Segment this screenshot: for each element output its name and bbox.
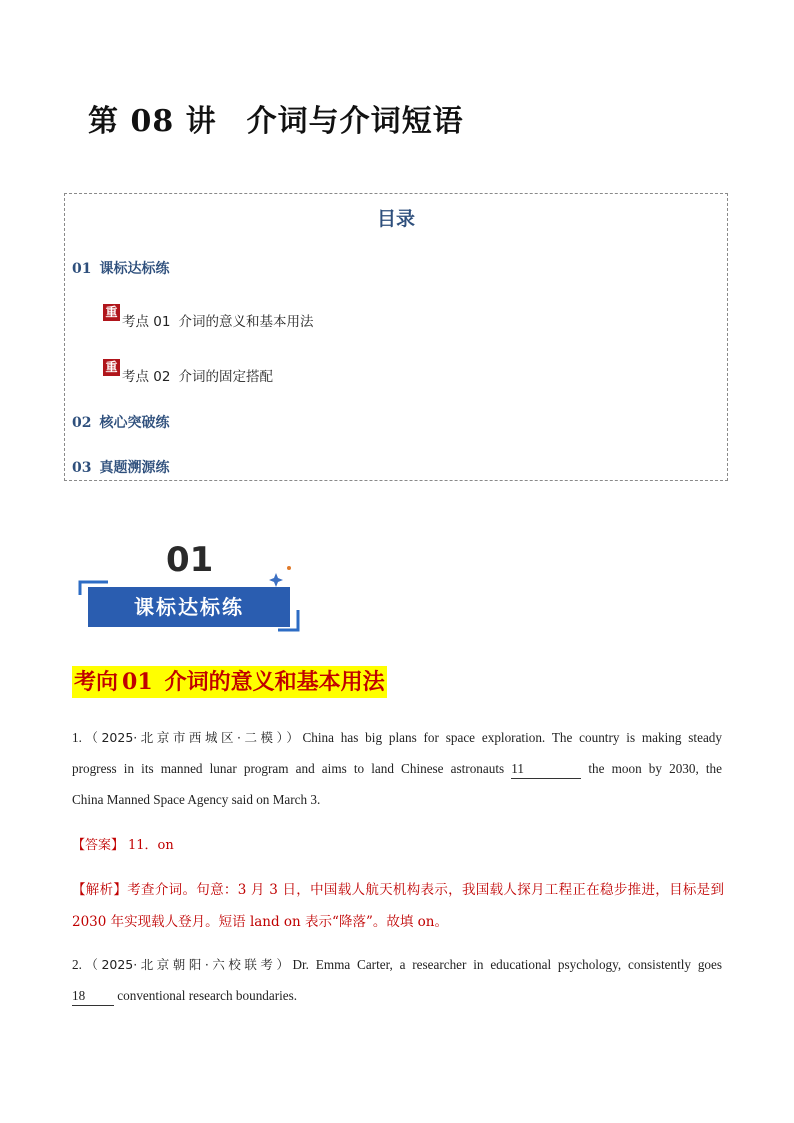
toc-section-3[interactable] [72, 457, 169, 477]
toc-section-1[interactable] [72, 258, 169, 278]
toc-heading: 目录 [376, 208, 415, 230]
toc-section-label: 真题溯源练 [99, 460, 170, 476]
question-source: （2025·北京朝阳·六校联考） [81, 957, 293, 972]
toc-subitem-2[interactable] [103, 360, 273, 385]
question-1 [72, 722, 722, 815]
question-number: 2. [72, 957, 82, 972]
topic-prefix: 考向 [74, 669, 119, 695]
toc-section-num: 01 [72, 261, 92, 277]
toc-subitem-text: 介词的意义和基本用法 [178, 314, 314, 330]
question-1-line-3 [72, 784, 722, 815]
toc-section-num: 03 [72, 460, 92, 476]
toc-section-2[interactable] [72, 412, 169, 432]
question-text: the moon by 2030, the [588, 761, 722, 776]
table-of-contents [64, 193, 728, 481]
topic-text: 介词的意义和基本用法 [164, 669, 385, 695]
page-title [88, 96, 464, 140]
question-text: progress in its manned lunar program and aims to land Chinese astronauts [72, 761, 505, 776]
answer-value: 11．on [128, 838, 174, 853]
toc-subitem-label: 考点 01 [122, 314, 171, 330]
question-text: China Manned Space Agency said on March 3. [72, 792, 321, 807]
answer-label: 【答案】 [72, 838, 125, 853]
explanation-label: 【解析】 [72, 882, 128, 898]
answer-blank[interactable]: 18 [72, 987, 114, 1006]
question-text: Dr. Emma Carter, a researcher in educational psychology, consistently goes [292, 957, 722, 972]
question-2-line-2 [72, 980, 722, 1011]
question-2-line-1 [72, 949, 722, 980]
toc-section-label: 课标达标练 [99, 261, 170, 277]
explanation [72, 874, 724, 938]
question-2 [72, 949, 722, 1011]
question-text: conventional research boundaries. [117, 988, 298, 1003]
banner-number: 01 [166, 540, 214, 580]
topic-heading [72, 666, 387, 698]
answer-line [72, 834, 174, 853]
toc-subitem-label: 考点 02 [122, 369, 171, 385]
question-text: China has big plans for space exploration. The country is making steady [302, 730, 722, 745]
section-banner [78, 540, 300, 635]
key-point-badge: 重 [103, 359, 120, 376]
toc-subitem-text: 介词的固定搭配 [178, 369, 273, 385]
question-number: 1. [72, 730, 82, 745]
explanation-text: 考查介词。句意：3 月 3 日，中国载人航天机构表示，我国载人探月工程正在稳步推进，目标是到 [127, 882, 724, 898]
toc-section-num: 02 [72, 415, 92, 431]
question-1-line-2 [72, 753, 722, 784]
question-1-line-1 [72, 722, 722, 753]
topic-number: 01 [122, 669, 153, 695]
toc-section-label: 核心突破练 [99, 415, 170, 431]
explanation-line-2: 2030 年实现载人登月。短语 land on 表示“降落”。故填 on。 [72, 914, 448, 930]
lecture-number: 第 08 讲 [88, 104, 217, 139]
key-point-badge: 重 [103, 304, 120, 321]
toc-subitem-1[interactable] [103, 305, 314, 330]
question-source: （2025·北京市西城区·二模）） [81, 730, 303, 745]
lecture-topic: 介词与介词短语 [246, 104, 464, 139]
explanation-line-1 [72, 874, 724, 906]
answer-blank[interactable]: 11 [511, 760, 581, 779]
banner-label: 课标达标练 [134, 595, 244, 619]
